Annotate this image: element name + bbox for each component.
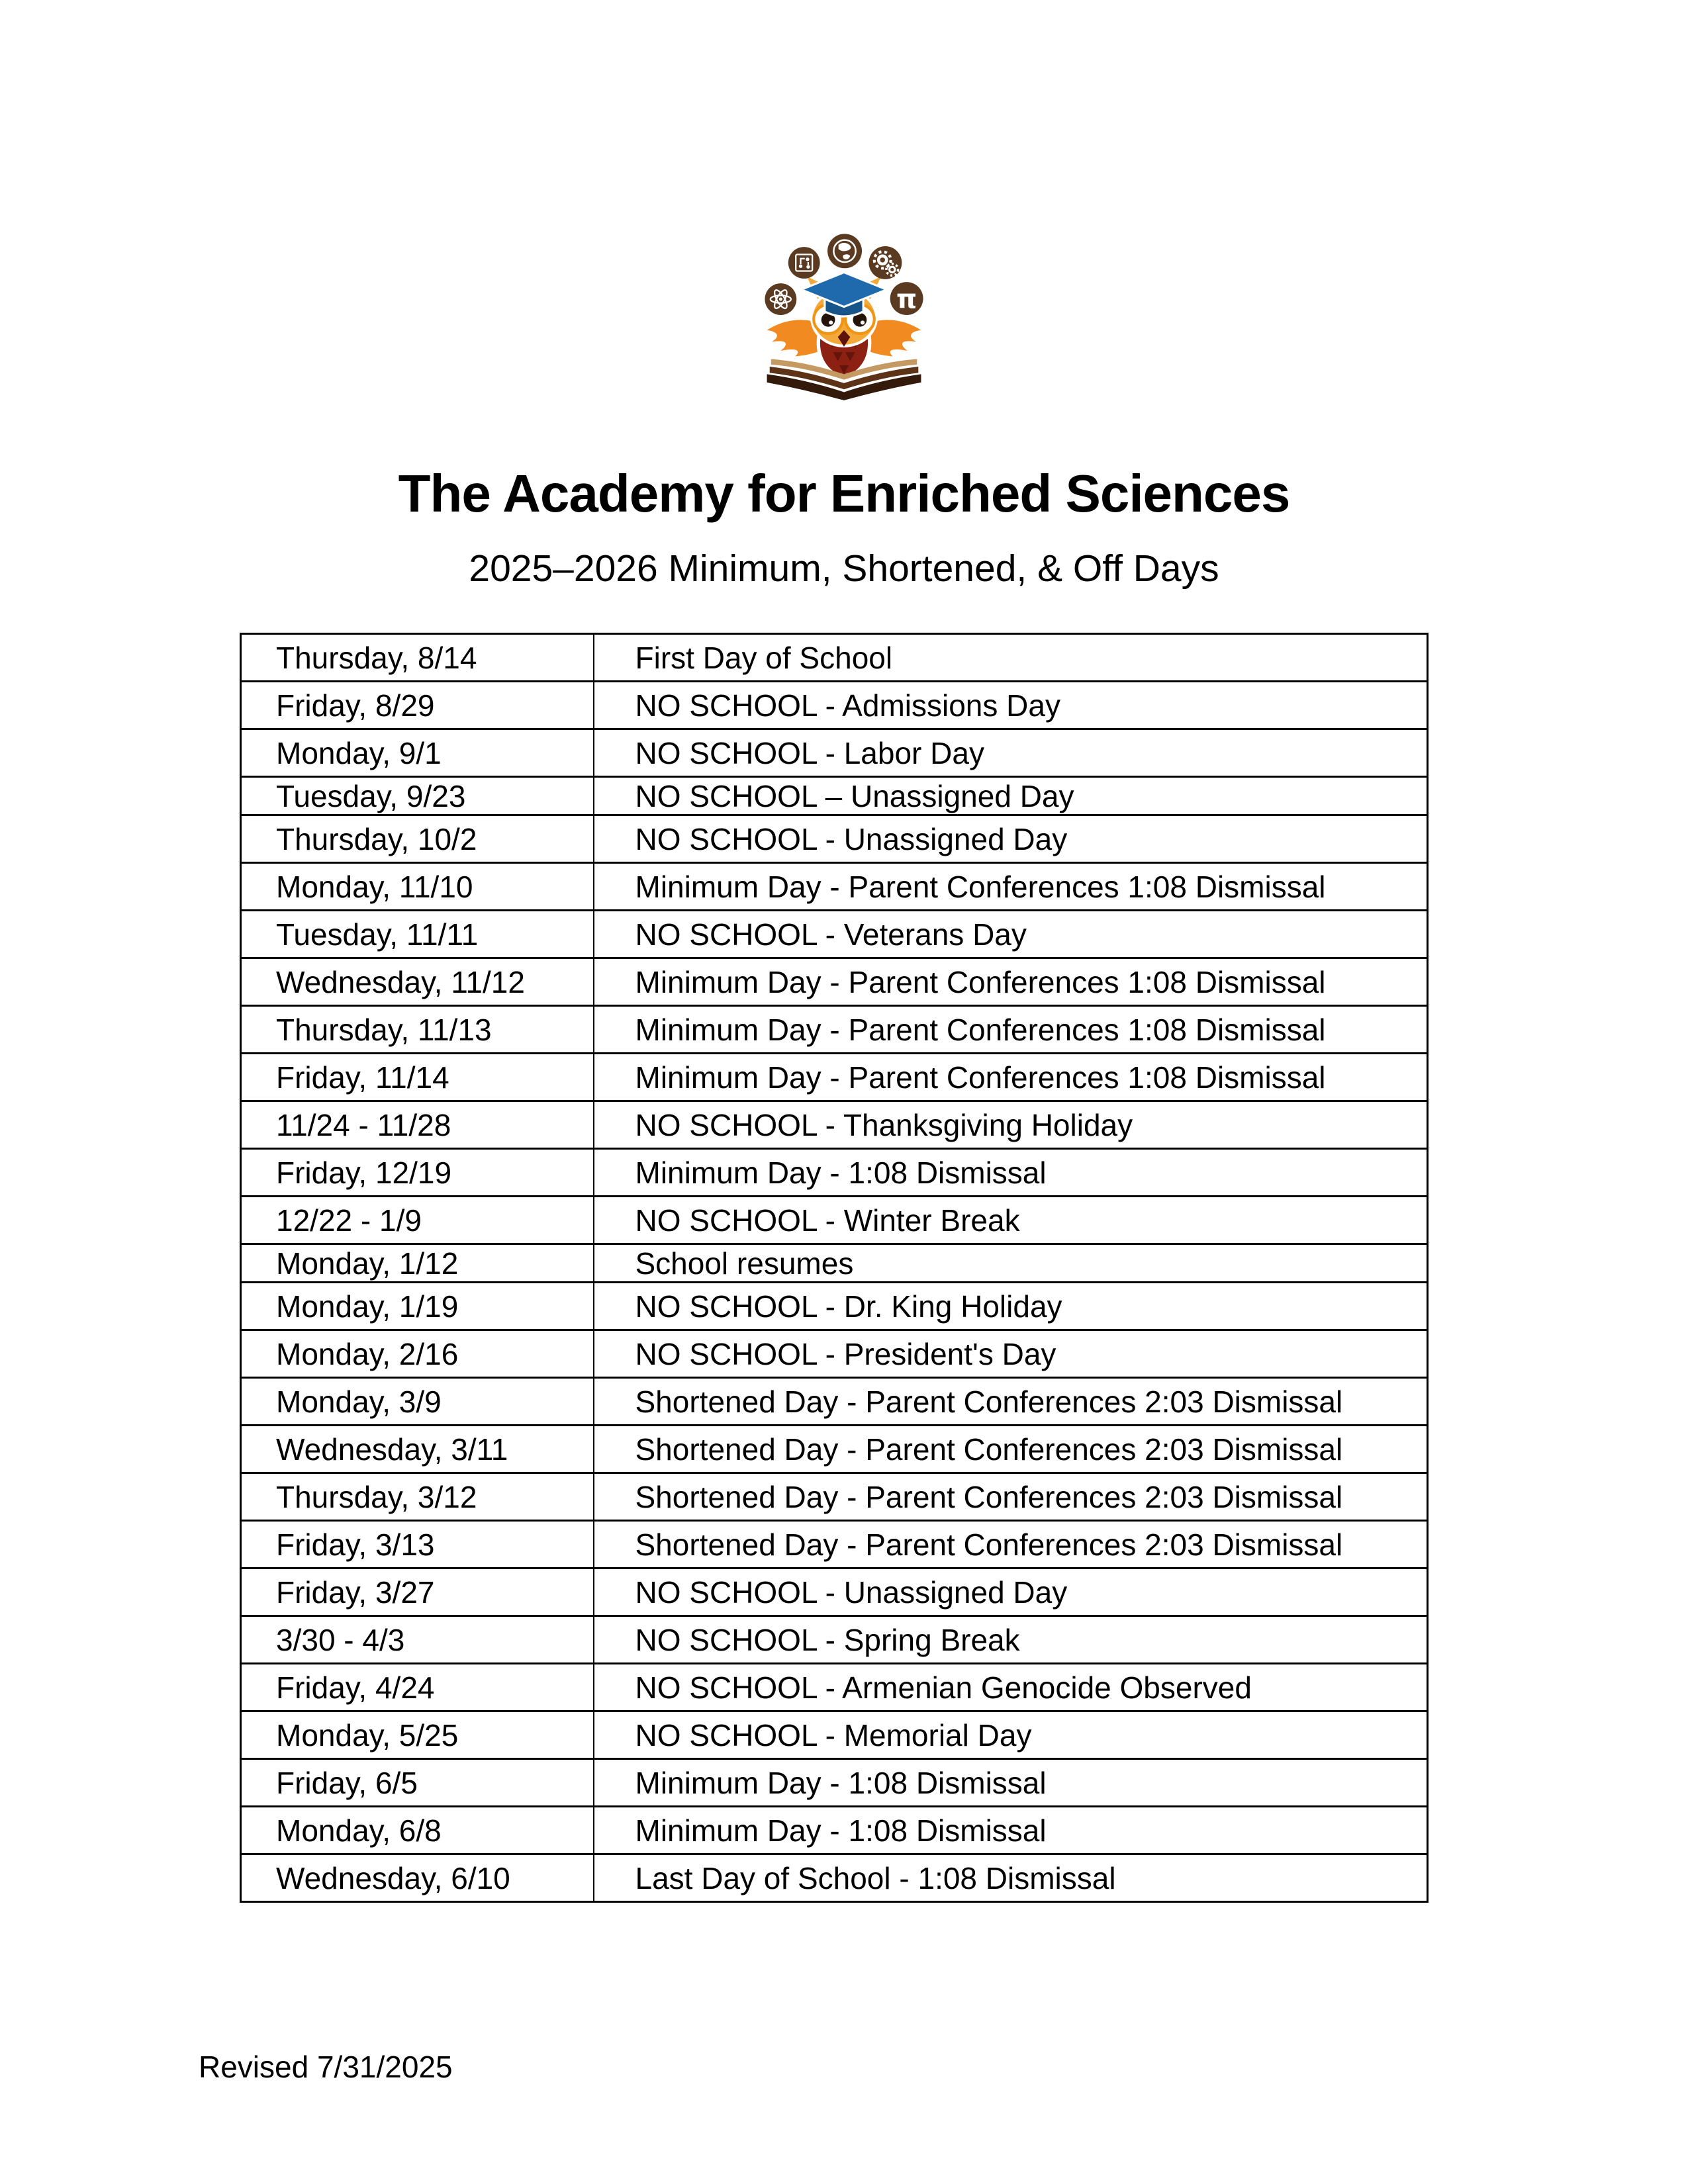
date-cell: Monday, 11/10 xyxy=(241,863,594,911)
page-subtitle: 2025–2026 Minimum, Shortened, & Off Days xyxy=(469,547,1219,590)
table-row xyxy=(241,911,1428,958)
table-row xyxy=(241,1426,1428,1473)
date-cell: Friday, 8/29 xyxy=(241,682,594,729)
date-cell: Friday, 3/13 xyxy=(241,1521,594,1569)
table-row xyxy=(241,1521,1428,1569)
table-row xyxy=(241,958,1428,1006)
revision-note: Revised 7/31/2025 xyxy=(199,2050,453,2084)
table-row xyxy=(241,729,1428,777)
description-cell: Minimum Day - 1:08 Dismissal xyxy=(594,1149,1428,1197)
description-cell: NO SCHOOL - Armenian Genocide Observed xyxy=(594,1664,1428,1711)
table-row xyxy=(241,1197,1428,1244)
table-row xyxy=(241,1664,1428,1711)
description-cell: Shortened Day - Parent Conferences 2:03 Dismissal xyxy=(594,1378,1428,1426)
date-cell: Tuesday, 11/11 xyxy=(241,911,594,958)
description-cell: NO SCHOOL - Memorial Day xyxy=(594,1711,1428,1759)
owl-logo-graphic xyxy=(761,228,927,402)
description-cell: NO SCHOOL - Dr. King Holiday xyxy=(594,1283,1428,1330)
description-cell: Last Day of School - 1:08 Dismissal xyxy=(594,1854,1428,1902)
description-cell: NO SCHOOL - Admissions Day xyxy=(594,682,1428,729)
description-cell: NO SCHOOL - Labor Day xyxy=(594,729,1428,777)
date-cell: 3/30 - 4/3 xyxy=(241,1616,594,1664)
date-cell: Thursday, 8/14 xyxy=(241,634,594,682)
table-row xyxy=(241,1711,1428,1759)
date-cell: Monday, 9/1 xyxy=(241,729,594,777)
description-cell: Shortened Day - Parent Conferences 2:03 Dismissal xyxy=(594,1426,1428,1473)
description-cell: Shortened Day - Parent Conferences 2:03 Dismissal xyxy=(594,1473,1428,1521)
table-row xyxy=(241,1616,1428,1664)
description-cell: NO SCHOOL - Thanksgiving Holiday xyxy=(594,1101,1428,1149)
date-cell: Friday, 6/5 xyxy=(241,1759,594,1807)
description-cell: Minimum Day - 1:08 Dismissal xyxy=(594,1807,1428,1854)
table-row xyxy=(241,1378,1428,1426)
date-cell: Thursday, 10/2 xyxy=(241,815,594,863)
description-cell: First Day of School xyxy=(635,640,893,675)
description-cell: NO SCHOOL - President's Day xyxy=(594,1330,1428,1378)
date-cell: 11/24 - 11/28 xyxy=(241,1101,594,1149)
table-row xyxy=(241,634,1428,682)
pi-icon xyxy=(890,282,923,315)
school-logo xyxy=(761,228,927,402)
date-cell: Monday, 2/16 xyxy=(241,1330,594,1378)
schedule-table xyxy=(240,633,1429,1903)
date-cell: Tuesday, 9/23 xyxy=(241,777,594,815)
description-cell: Minimum Day - Parent Conferences 1:08 Dismissal xyxy=(594,958,1428,1006)
description-cell: Minimum Day - Parent Conferences 1:08 Dismissal xyxy=(594,1006,1428,1054)
circuit-icon xyxy=(788,247,820,279)
table-row xyxy=(241,1473,1428,1521)
description-cell: Minimum Day - Parent Conferences 1:08 Dismissal xyxy=(594,1054,1428,1101)
date-cell: Wednesday, 3/11 xyxy=(241,1426,594,1473)
table-row xyxy=(241,1054,1428,1101)
description-cell: Minimum Day - Parent Conferences 1:08 Dismissal xyxy=(594,863,1428,911)
date-cell: Friday, 3/27 xyxy=(241,1569,594,1616)
date-cell: Monday, 1/12 xyxy=(241,1244,594,1283)
description-cell: NO SCHOOL - Spring Break xyxy=(594,1616,1428,1664)
table-row xyxy=(241,777,1428,815)
description-cell: Minimum Day - 1:08 Dismissal xyxy=(594,1759,1428,1807)
date-cell: Friday, 11/14 xyxy=(241,1054,594,1101)
atom-icon xyxy=(765,283,796,315)
description-cell: NO SCHOOL – Unassigned Day xyxy=(594,777,1428,815)
date-cell: Wednesday, 6/10 xyxy=(241,1854,594,1902)
date-cell: Monday, 6/8 xyxy=(241,1807,594,1854)
table-row xyxy=(241,1283,1428,1330)
date-cell: Friday, 4/24 xyxy=(241,1664,594,1711)
date-cell: Thursday, 11/13 xyxy=(241,1006,594,1054)
table-row xyxy=(241,863,1428,911)
table-row xyxy=(241,1854,1428,1902)
date-cell: Thursday, 3/12 xyxy=(241,1473,594,1521)
description-cell: Shortened Day - Parent Conferences 2:03 Dismissal xyxy=(594,1521,1428,1569)
table-row xyxy=(241,1244,1428,1283)
table-row xyxy=(241,1330,1428,1378)
date-cell: Monday, 5/25 xyxy=(241,1711,594,1759)
description-cell: School resumes xyxy=(594,1244,1428,1283)
description-cell: NO SCHOOL - Veterans Day xyxy=(594,911,1428,958)
date-cell: Monday, 1/19 xyxy=(241,1283,594,1330)
table-row xyxy=(241,1759,1428,1807)
table-row xyxy=(241,815,1428,863)
pi-symbol: π xyxy=(896,284,917,315)
table-row xyxy=(241,682,1428,729)
table-row xyxy=(241,1006,1428,1054)
description-cell: NO SCHOOL - Unassigned Day xyxy=(594,1569,1428,1616)
gears-icon xyxy=(868,246,902,279)
table-row xyxy=(241,1101,1428,1149)
date-cell: Wednesday, 11/12 xyxy=(241,958,594,1006)
page-title: The Academy for Enriched Sciences xyxy=(398,464,1290,523)
table-row xyxy=(241,1149,1428,1197)
date-cell: Monday, 3/9 xyxy=(241,1378,594,1426)
table-row xyxy=(241,1807,1428,1854)
description-cell: NO SCHOOL - Winter Break xyxy=(594,1197,1428,1244)
table-row xyxy=(241,1569,1428,1616)
description-cell: NO SCHOOL - Unassigned Day xyxy=(594,815,1428,863)
date-cell: 12/22 - 1/9 xyxy=(241,1197,594,1244)
date-cell: Friday, 12/19 xyxy=(241,1149,594,1197)
globe-icon xyxy=(827,234,862,268)
